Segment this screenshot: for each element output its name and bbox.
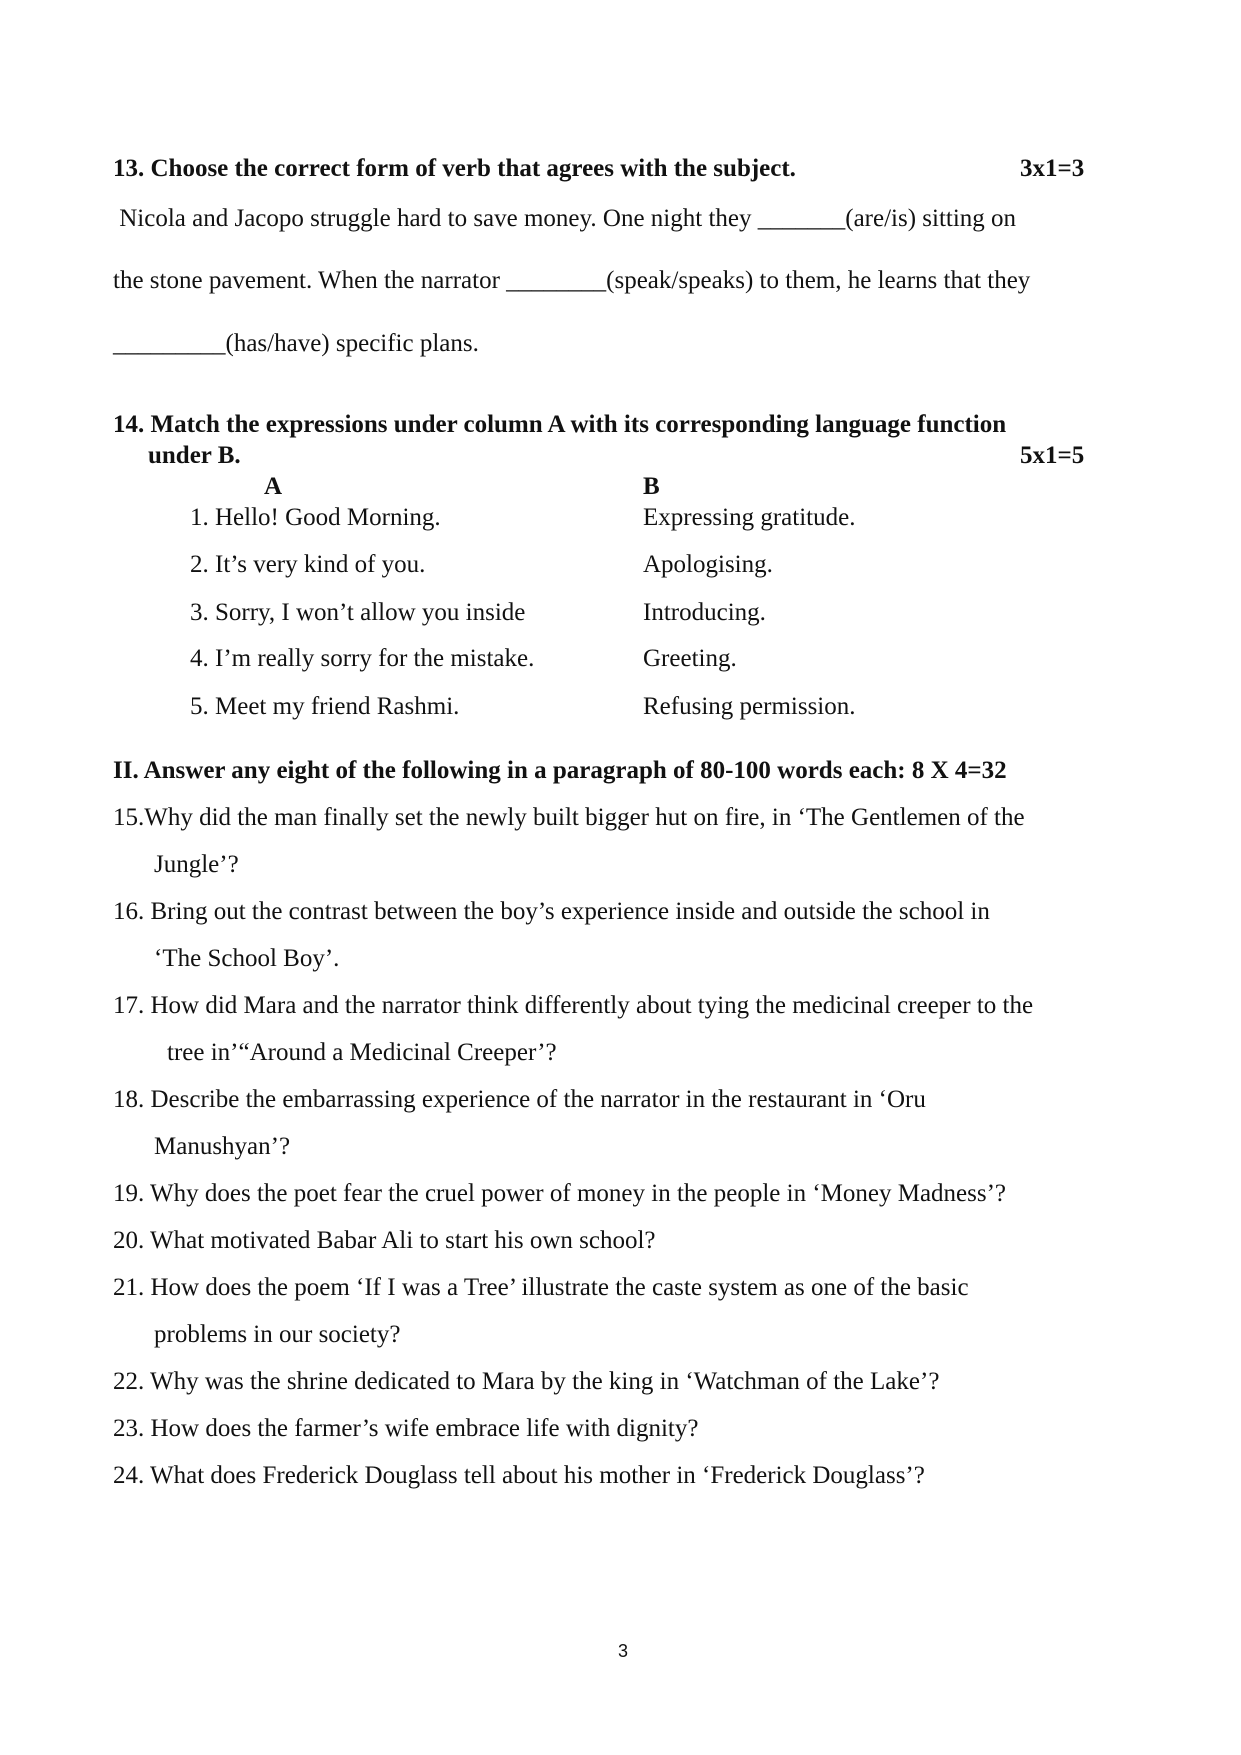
match-item-a: 5. Meet my friend Rashmi. — [190, 693, 460, 720]
question-item-continuation: problems in our society? — [154, 1321, 401, 1348]
q14-heading-line-1: 14. Match the expressions under column A with its corresponding language function — [113, 411, 1007, 438]
question-item-continuation: Jungle’? — [154, 851, 239, 878]
match-item-a: 2. It’s very kind of you. — [190, 551, 426, 578]
question-item: 15.Why did the man finally set the newly built bigger hut on fire, in ‘The Gentlemen of the — [113, 804, 1025, 831]
col-b-header: B — [643, 473, 660, 500]
question-item-continuation: ‘The School Boy’. — [154, 945, 340, 972]
section-2-heading: II. Answer any eight of the following in a paragraph of 80-100 words each: 8 X 4=32 — [113, 757, 1007, 784]
match-item-b: Greeting. — [643, 645, 737, 672]
match-item-b: Refusing permission. — [643, 693, 856, 720]
question-item: 16. Bring out the contrast between the boy’s experience inside and outside the school in — [113, 898, 990, 925]
question-item: 22. Why was the shrine dedicated to Mara by the king in ‘Watchman of the Lake’? — [113, 1368, 940, 1395]
match-item-a: 1. Hello! Good Morning. — [190, 504, 441, 531]
q13-line-1: Nicola and Jacopo struggle hard to save money. One night they _______(are/is) sitting on — [113, 205, 1017, 232]
question-item: 21. How does the poem ‘If I was a Tree’ illustrate the caste system as one of the basic — [113, 1274, 969, 1301]
q13-line-2: the stone pavement. When the narrator ________(speak/speaks) to them, he learns that they — [113, 267, 1031, 294]
question-item: 17. How did Mara and the narrator think differently about tying the medicinal creeper to the — [113, 992, 1034, 1019]
question-item: 23. How does the farmer’s wife embrace life with dignity? — [113, 1415, 699, 1442]
q13-line-3: _________(has/have) specific plans. — [113, 330, 479, 357]
q14-marks: 5x1=5 — [1020, 442, 1085, 469]
q13-marks: 3x1=3 — [1020, 155, 1085, 182]
question-item: 20. What motivated Babar Ali to start his own school? — [113, 1227, 656, 1254]
match-item-a: 3. Sorry, I won’t allow you inside — [190, 599, 526, 626]
question-item: 18. Describe the embarrassing experience of the narrator in the restaurant in ‘Oru — [113, 1086, 926, 1113]
question-item: 24. What does Frederick Douglass tell about his mother in ‘Frederick Douglass’? — [113, 1462, 925, 1489]
question-item: 19. Why does the poet fear the cruel power of money in the people in ‘Money Madness’? — [113, 1180, 1007, 1207]
match-item-b: Expressing gratitude. — [643, 504, 856, 531]
question-item-continuation: tree in’“Around a Medicinal Creeper’? — [167, 1039, 557, 1066]
page-number: 3 — [618, 1641, 629, 1661]
q13-heading: 13. Choose the correct form of verb that agrees with the subject. — [113, 155, 796, 182]
question-item-continuation: Manushyan’? — [154, 1133, 291, 1160]
match-item-a: 4. I’m really sorry for the mistake. — [190, 645, 535, 672]
q14-heading-line-2: under B. — [148, 442, 241, 469]
match-item-b: Introducing. — [643, 599, 766, 626]
col-a-header: A — [264, 473, 283, 500]
match-item-b: Apologising. — [643, 551, 773, 578]
